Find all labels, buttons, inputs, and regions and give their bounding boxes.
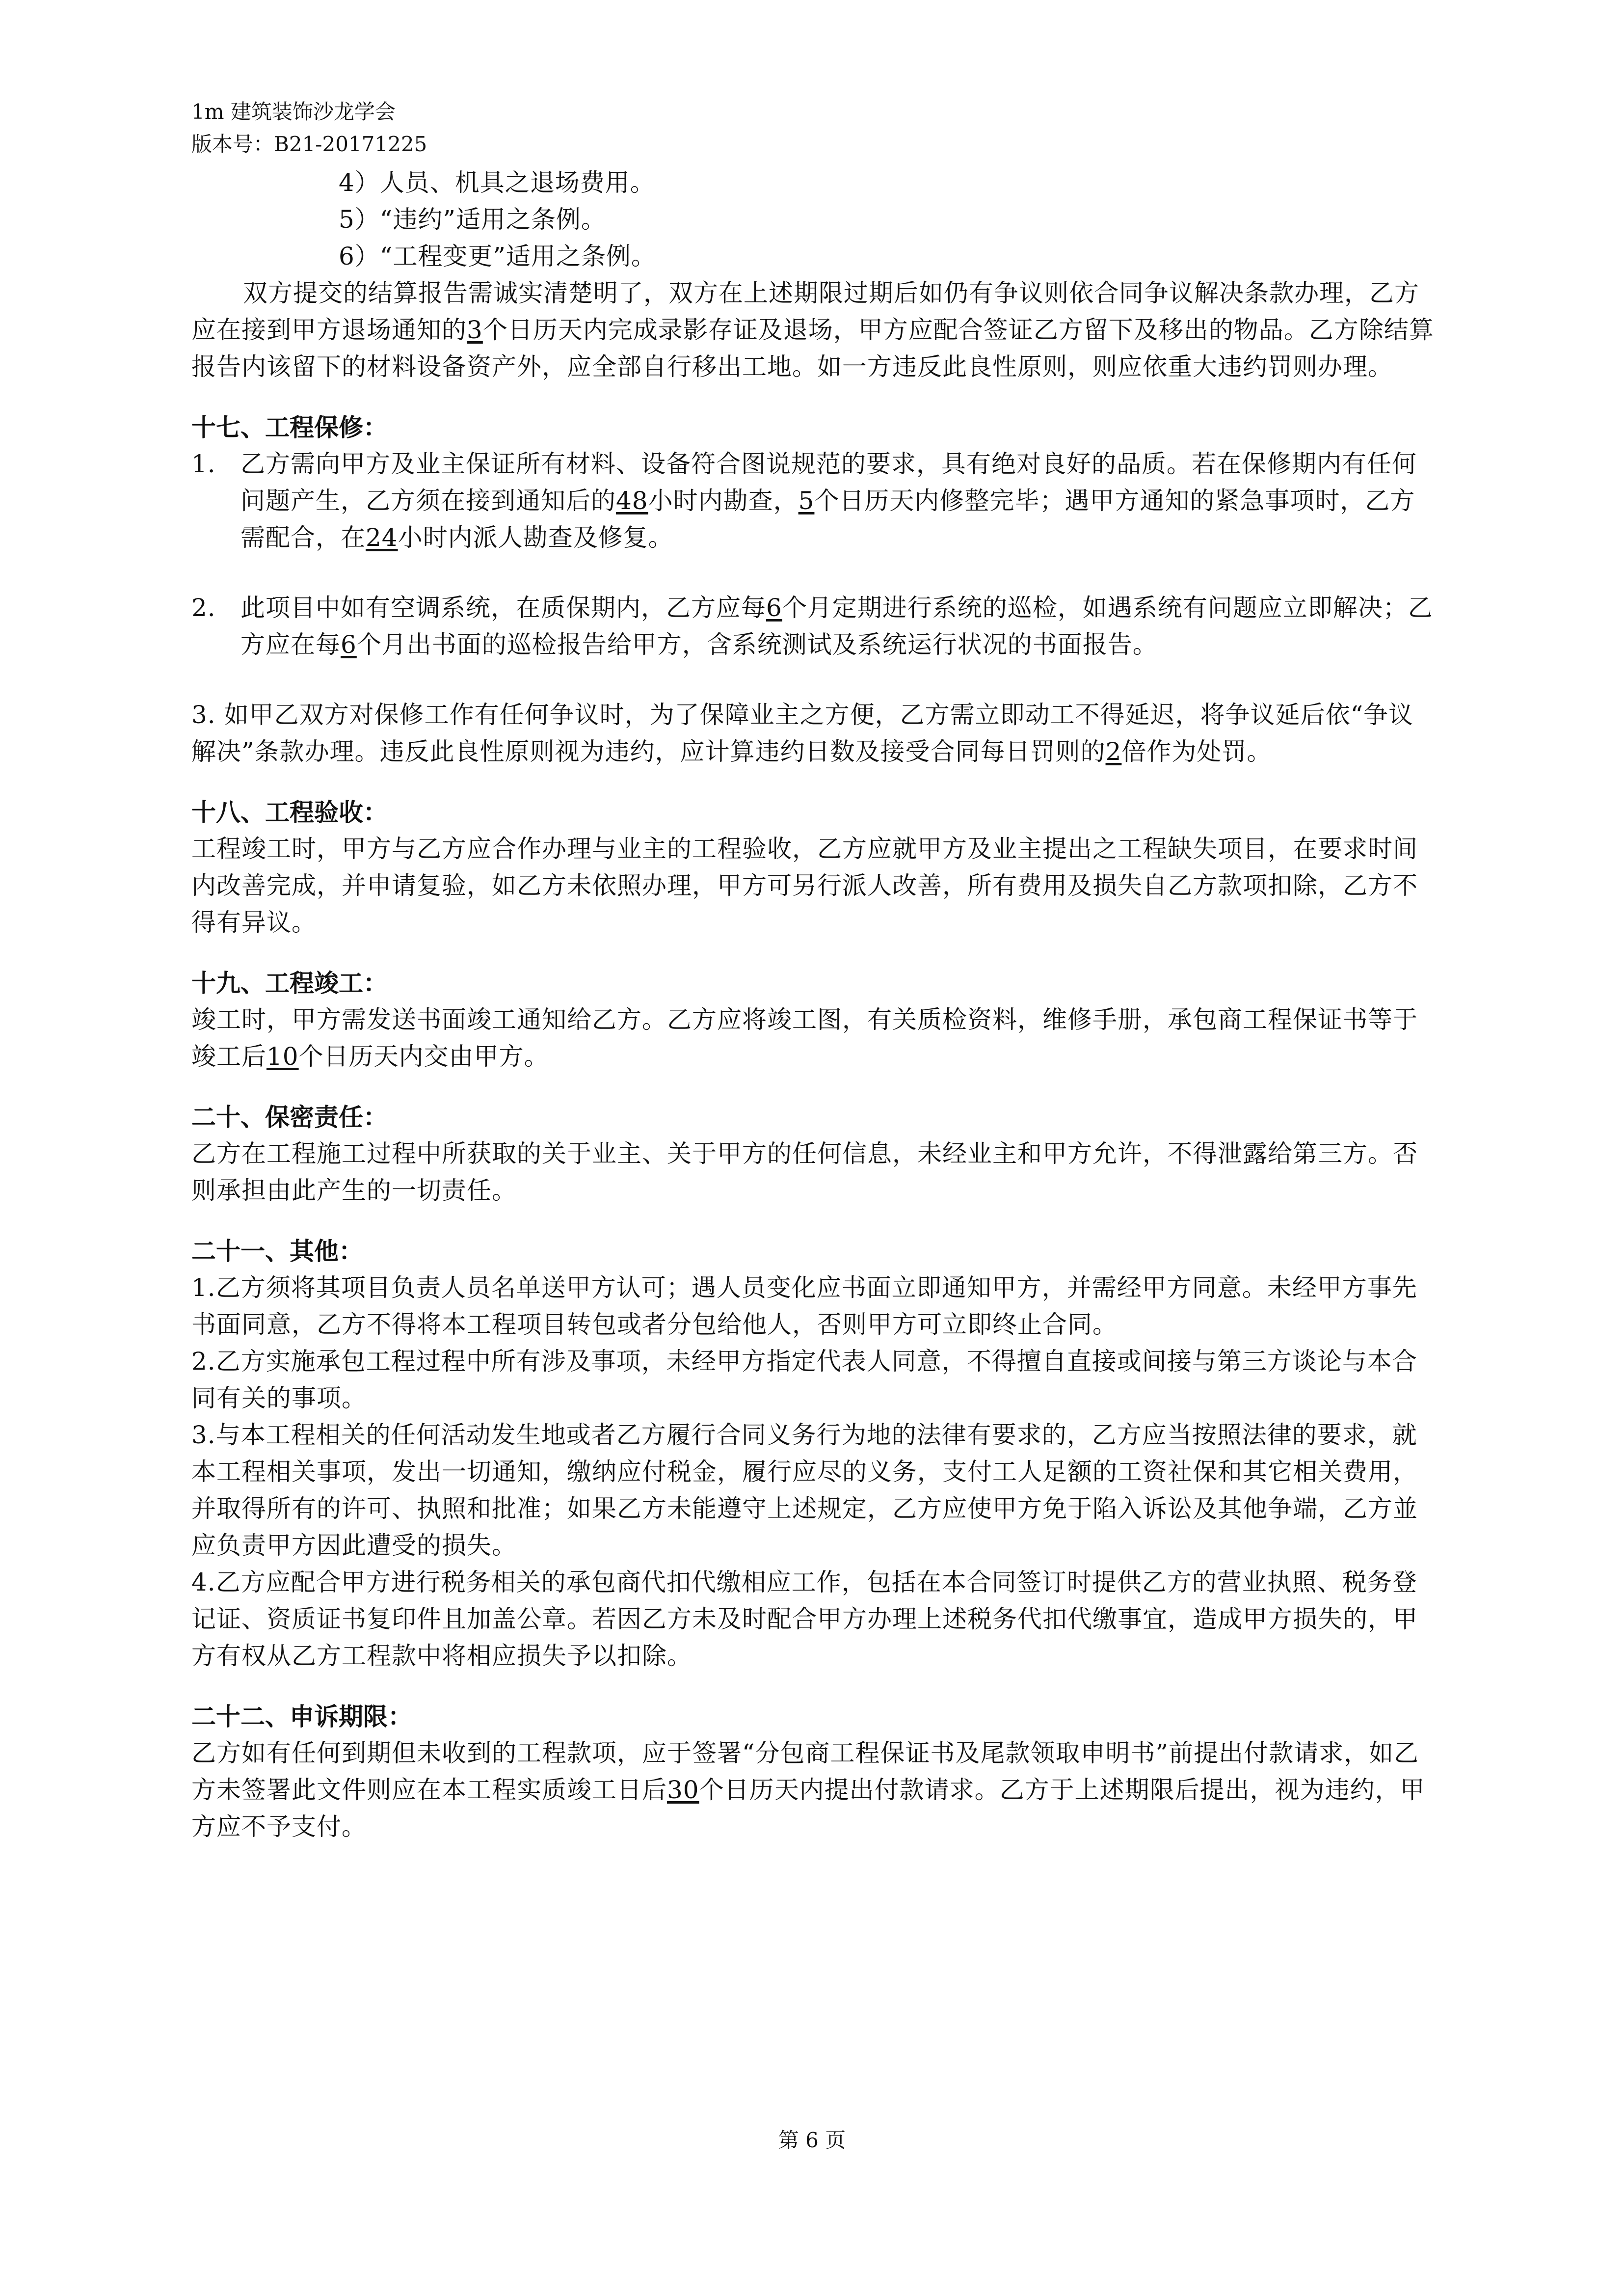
other-item-3: 3.与本工程相关的任何活动发生地或者乙方履行合同义务行为地的法律有要求的，乙方应当按照法律的要求，就本工程相关事项，发出一切通知，缴纳应付税金，履行应尽的义务，支付工人足额的工资社保和其它相关费用，并取得所有的许可、执照和批准；如果乙方未能遵守上述规定，乙方应使甲方免于陷入诉讼及其他争端，乙方並应负责甲方因此遭受的损失。 — [191, 1421, 1418, 1560]
page-number: 第 6 页 — [778, 2128, 846, 2152]
other-item-4: 4.乙方应配合甲方进行税务相关的承包商代扣代缴相应工作，包括在本合同签订时提供乙方的营业执照、税务登记证、资质证书复印件且加盖公章。若因乙方未及时配合甲方办理上述税务代扣代缴事宜，造成甲方损失的，甲方有权从乙方工程款中将相应损失予以扣除。 — [191, 1568, 1418, 1670]
section-heading-17: 十七、工程保修： — [191, 413, 388, 442]
list-item: 4）人员、机具之退场费用。 — [339, 168, 655, 197]
settlement-paragraph: 双方提交的结算报告需诚实清楚明了，双方在上述期限过期后如仍有争议则依合同争议解决条款办理，乙方应在接到甲方退场通知的3个日历天内完成录影存证及退场，甲方应配合签证乙方留下及移出的物品。乙方除结算报告内该留下的材料设备资产外，应全部自行移出工地。如一方违反此良性原则，则应依重大违约罚则办理。 — [191, 279, 1434, 381]
header-org: 1m 建筑装饰沙龙学会 — [191, 100, 396, 124]
section-heading-18: 十八、工程验收： — [191, 798, 388, 827]
document-page — [191, 96, 1438, 1845]
section-heading-20: 二十、保密责任： — [191, 1103, 388, 1132]
header-version: 版本号：B21-20171225 — [191, 132, 427, 156]
section-heading-22: 二十二、申诉期限： — [191, 1702, 412, 1731]
other-item-2: 2.乙方实施承包工程过程中所有涉及事项，未经甲方指定代表人同意，不得擅自直接或间接与第三方谈论与本合同有关的事项。 — [191, 1347, 1417, 1412]
warranty-item-2: 2. 此项目中如有空调系统，在质保期内，乙方应每6个月定期进行系统的巡检，如遇系统有问题应立即解决；乙方应在每6个月出书面的巡检报告给甲方，含系统测试及系统运行状况的书面报告。 — [191, 594, 1433, 659]
completion-paragraph: 竣工时，甲方需发送书面竣工通知给乙方。乙方应将竣工图，有关质检资料，维修手册，承包商工程保证书等于竣工后10个日历天内交由甲方。 — [191, 1005, 1418, 1071]
claim-period-paragraph: 乙方如有任何到期但未收到的工程款项，应于签署“分包商工程保证书及尾款领取申明书”前提出付款请求，如乙方未签署此文件则应在本工程实质竣工日后30个日历天内提出付款请求。乙方于上述期限后提出，视为违约，甲方应不予支付。 — [191, 1739, 1425, 1841]
warranty-item-3: 3. 如甲乙双方对保修工作有任何争议时，为了保障业主之方便，乙方需立即动工不得延迟，将争议延后依“争议解决”条款办理。违反此良性原则视为违约，应计算违约日数及接受合同每日罚则的2倍作为处罚。 — [191, 701, 1414, 766]
list-item: 5）“违约”适用之条例。 — [339, 205, 606, 234]
warranty-item-1: 1. 乙方需向甲方及业主保证所有材料、设备符合图说规范的要求，具有绝对良好的品质。若在保修期内有任何问题产生，乙方须在接到通知后的48小时内勘查，5个日历天内修整完毕；遇甲方通知的紧急事项时，乙方需配合，在24小时内派人勘查及修复。 — [191, 450, 1417, 552]
confidentiality-paragraph: 乙方在工程施工过程中所获取的关于业主、关于甲方的任何信息，未经业主和甲方允许，不得泄露给第三方。否则承担由此产生的一切责任。 — [191, 1139, 1418, 1205]
list-item: 6）“工程变更”适用之条例。 — [339, 242, 656, 270]
section-heading-19: 十九、工程竣工： — [191, 969, 388, 998]
section-heading-21: 二十一、其他： — [191, 1237, 363, 1266]
acceptance-paragraph: 工程竣工时，甲方与乙方应合作办理与业主的工程验收，乙方应就甲方及业主提出之工程缺失项目，在要求时间内改善完成，并申请复验，如乙方未依照办理，甲方可另行派人改善，所有费用及损失自乙方款项扣除，乙方不得有异议。 — [191, 835, 1418, 937]
other-item-1: 1.乙方须将其项目负责人员名单送甲方认可；遇人员变化应书面立即通知甲方，并需经甲方同意。未经甲方事先书面同意，乙方不得将本工程项目转包或者分包给他人，否则甲方可立即终止合同。 — [191, 1273, 1417, 1339]
